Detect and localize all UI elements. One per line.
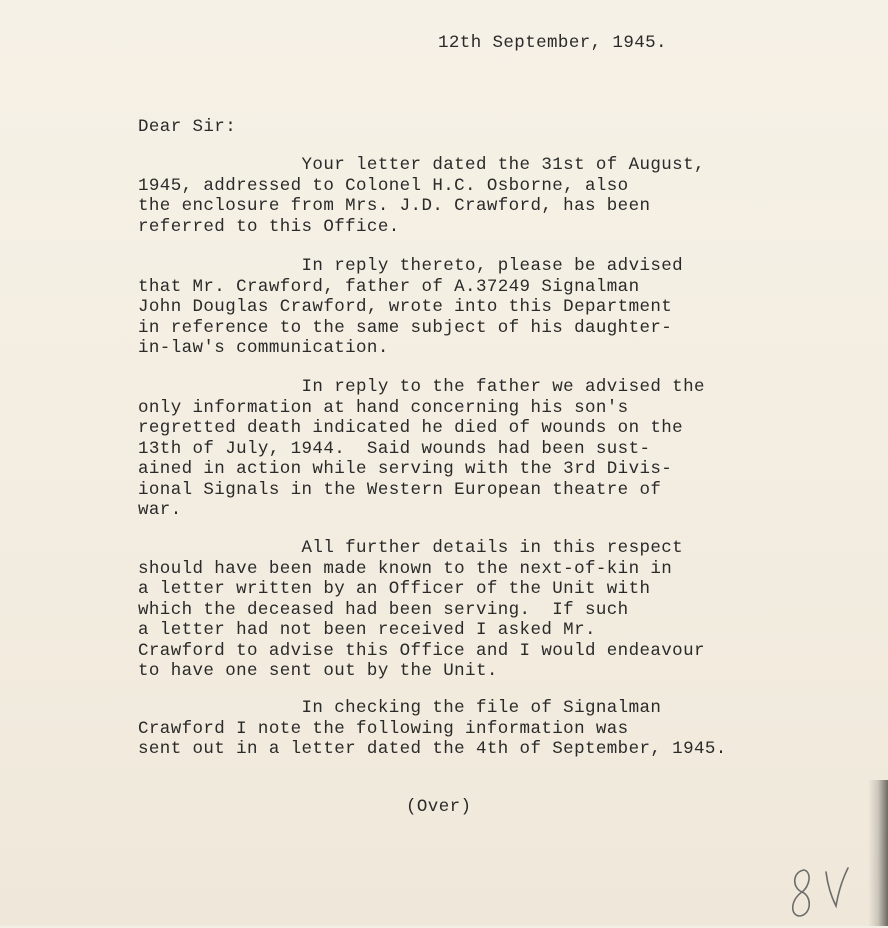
- salutation: Dear Sir:: [138, 117, 237, 137]
- paragraph-death-information: In reply to the father we advised the only information at hand concerning his son's regretted death indicated he died of wounds on the 13th of July, 1944. Said wounds had been sust- ained in action while serving with the 3rd Divis- ional Signals in the Western European theatre of war.: [138, 377, 705, 520]
- paragraph-file-check: In checking the file of Signalman Crawford I note the following information was sent out in a letter dated the 4th of September, 1945.: [138, 698, 727, 759]
- page-edge-shadow: [868, 780, 888, 926]
- letter-date: 12th September, 1945.: [438, 33, 667, 53]
- paragraph-further-details: All further details in this respect should have been made known to the next-of-kin in a letter written by an Officer of the Unit with which the deceased had been serving. If such a letter had not been received I asked Mr. Crawford to advise this Office and I would endeavour to have one sent out by the Unit.: [138, 538, 705, 681]
- paragraph-reply-advisement: In reply thereto, please be advised that Mr. Crawford, father of A.37249 Signalman John Douglas Crawford, wrote into this Department in reference to the same subject of his daughter- in-law's communication.: [138, 256, 684, 358]
- paragraph-letter-referral: Your letter dated the 31st of August, 1945, addressed to Colonel H.C. Osborne, also the enclosure from Mrs. J.D. Crawford, has been referred to this Office.: [138, 155, 705, 237]
- handwritten-page-mark: [782, 858, 852, 928]
- over-page-note: (Over): [406, 797, 472, 817]
